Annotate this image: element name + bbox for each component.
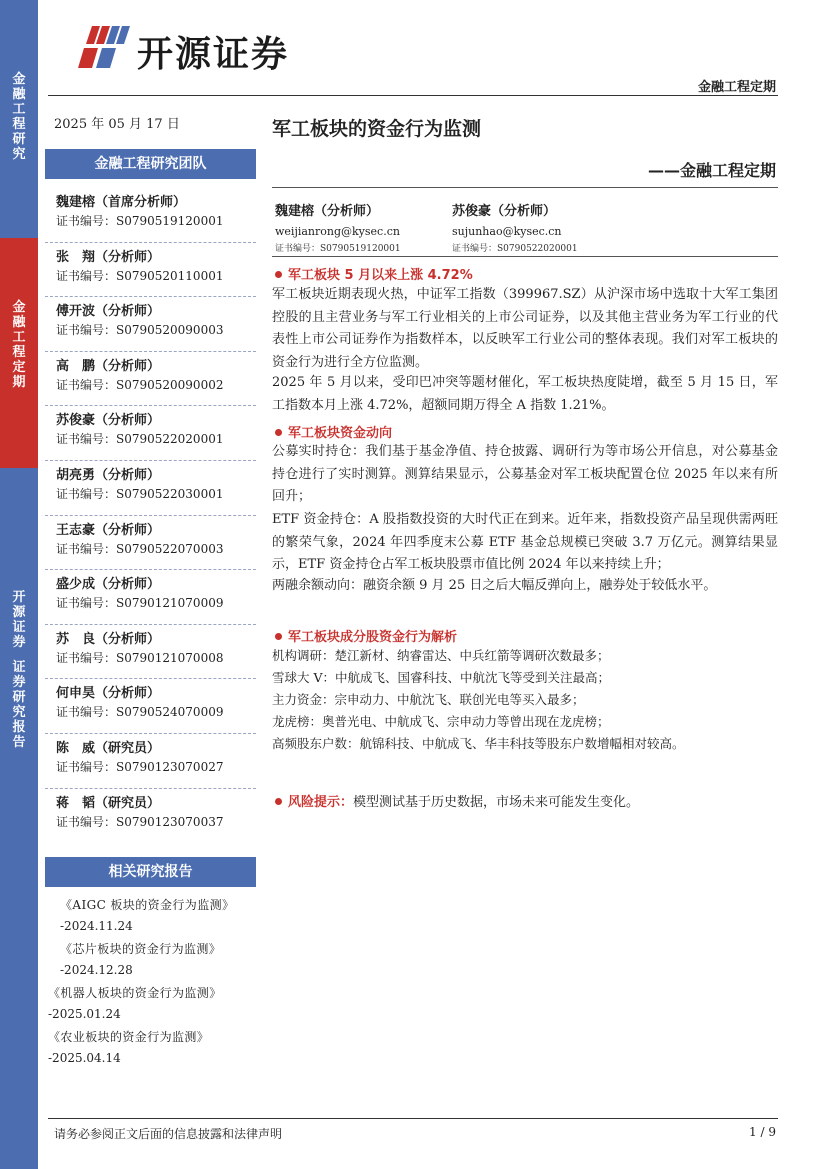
- analyst-name: 陈 威（研究员）: [56, 741, 161, 756]
- analyst-divider: [45, 405, 256, 406]
- brand-logo-icon: [78, 22, 136, 72]
- analyst-divider: [45, 242, 256, 243]
- sidebar-bottom-label-2: 证 券 研 究 报 告: [12, 660, 26, 750]
- related-report-title[interactable]: 《AIGC 板块的资金行为监测》: [60, 898, 235, 912]
- bullet-icon: [275, 798, 282, 805]
- section-3-line-1: 机构调研：楚江新材、纳睿雷达、中兵红箭等调研次数最多；: [272, 648, 610, 663]
- footer-disclaimer: 请务必参阅正文后面的信息披露和法律声明: [54, 1127, 283, 1141]
- analyst-name: 傅开波（分析师）: [56, 304, 161, 319]
- analyst-cert: 证书编号：S0790520110001: [56, 269, 224, 283]
- analyst-cert: 证书编号：S0790522030001: [56, 487, 224, 501]
- author-2: [452, 200, 578, 254]
- bullet-icon: [275, 271, 282, 278]
- section-3-line-4: 龙虎榜：奥普光电、中航成飞、宗申动力等曾出现在龙虎榜；: [272, 714, 610, 729]
- author-cert: 证书编号：S0790519120001: [275, 244, 401, 254]
- analyst-entry: [56, 411, 256, 448]
- author-cert: 证书编号：S0790522020001: [452, 244, 578, 254]
- team-title: 金融工程研究团队: [45, 149, 256, 179]
- authors-divider: [272, 256, 778, 257]
- section-3-line-2: 雪球大 V：中航成飞、国睿科技、中航沈飞等受到关注最高；: [272, 670, 611, 685]
- analyst-name: 盛少成（分析师）: [56, 577, 161, 592]
- analyst-entry: [56, 302, 256, 339]
- analyst-name: 王志豪（分析师）: [56, 523, 161, 538]
- author-email[interactable]: weijianrong@kysec.cn: [275, 225, 400, 238]
- sidebar-top-label: 金 融 工 程 研 究: [12, 72, 26, 162]
- sidebar-strip-bottom: [0, 468, 38, 1169]
- analyst-divider: [45, 351, 256, 352]
- section-heading-1: 军工板块 5 月以来上涨 4.72%: [275, 264, 473, 283]
- analyst-entry: [56, 357, 256, 394]
- analyst-cert: 证书编号：S0790123070027: [56, 760, 224, 774]
- author-email[interactable]: sujunhao@kysec.cn: [452, 225, 562, 238]
- title-divider: [272, 187, 778, 188]
- analyst-name: 苏 良（分析师）: [56, 632, 161, 647]
- analyst-divider: [45, 569, 256, 570]
- related-report-title[interactable]: 《农业板块的资金行为监测》: [48, 1030, 210, 1044]
- related-report-title[interactable]: 《机器人板块的资金行为监测》: [48, 986, 222, 1000]
- bullet-icon: [275, 633, 282, 640]
- section-1-paragraph-1: 军工板块近期表现火热，中证军工指数（399967.SZ）从沪深市场中选取十大军工集团控股的且主营业务与军工行业相关的上市公司证券，以及其他主营业务为军工行业的代表性上市公司证券作为指数样本，以反映军工行业公司的整体表现。我们对军工板块的资金行为进行全方位监测。: [272, 287, 778, 370]
- related-report-date: -2024.12.28: [60, 963, 133, 977]
- section-heading-3: 军工板块成分股资金行为解析: [275, 626, 457, 645]
- brand-name: 开源证券: [137, 34, 290, 75]
- analyst-divider: [45, 733, 256, 734]
- page-title: 军工板块的资金行为监测: [272, 118, 482, 140]
- author-name: 魏建榕（分析师）: [275, 204, 380, 219]
- analyst-cert: 证书编号：S0790520090003: [56, 323, 224, 337]
- analyst-divider: [45, 296, 256, 297]
- analyst-cert: 证书编号：S0790123070037: [56, 815, 224, 829]
- bullet-icon: [275, 429, 282, 436]
- analyst-name: 胡亮勇（分析师）: [56, 468, 161, 483]
- footer-divider: [48, 1118, 778, 1119]
- analyst-cert: 证书编号：S0790522020001: [56, 432, 224, 446]
- author-1: [275, 200, 401, 254]
- page-number: 1 / 9: [749, 1125, 776, 1139]
- header-divider: [48, 95, 778, 96]
- analyst-divider: [45, 460, 256, 461]
- analyst-entry: [56, 248, 256, 285]
- related-report-title[interactable]: 《芯片板块的资金行为监测》: [60, 942, 222, 956]
- analyst-cert: 证书编号：S0790524070009: [56, 705, 224, 719]
- analyst-name: 何申昊（分析师）: [56, 686, 161, 701]
- analyst-divider: [45, 788, 256, 789]
- analyst-entry: [56, 466, 256, 503]
- risk-warning: 风险提示：模型测试基于历史数据，市场未来可能发生变化。: [275, 791, 639, 810]
- header-tag: 金融工程定期: [697, 80, 776, 95]
- analyst-entry: [56, 794, 256, 831]
- analyst-cert: 证书编号：S0790522070003: [56, 542, 224, 556]
- analyst-name: 魏建榕（首席分析师）: [56, 195, 187, 210]
- analyst-name: 苏俊豪（分析师）: [56, 413, 161, 428]
- analyst-divider: [45, 515, 256, 516]
- related-report-date: -2024.11.24: [60, 919, 133, 933]
- analyst-divider: [45, 624, 256, 625]
- section-3-line-3: 主力资金：宗申动力、中航沈飞、联创光电等买入最多；: [272, 692, 585, 707]
- analyst-entry: [56, 521, 256, 558]
- section-heading-2: 军工板块资金动向: [275, 422, 392, 441]
- analyst-entry: [56, 684, 256, 721]
- related-report-date: -2025.04.14: [48, 1051, 121, 1065]
- section-2-paragraph-2: ETF 资金持仓：A 股指数投资的大时代正在到来。近年来，指数投资产品呈现供需两旺的繁荣气象，2024 年四季度末公募 ETF 基金总规模已突破 3.7 万亿元。测算结果显示，ETF 资金持仓占军工板块股票市值比例 2024 年以来持续上升；: [272, 512, 778, 572]
- sidebar-bottom-label-1: 开 源 证 券: [12, 590, 26, 650]
- related-report-date: -2025.01.24: [48, 1007, 121, 1021]
- analyst-cert: 证书编号：S0790121070009: [56, 596, 224, 610]
- analyst-name: 蒋 韬（研究员）: [56, 796, 161, 811]
- related-title: 相关研究报告: [45, 857, 256, 887]
- analyst-cert: 证书编号：S0790121070008: [56, 651, 224, 665]
- section-2-paragraph-1: 公募实时持仓：我们基于基金净值、持仓披露、调研行为等市场公开信息，对公募基金持仓进行了实时测算。测算结果显示，公募基金对军工板块配置仓位 2025 年以来有所回升；: [272, 444, 778, 504]
- analyst-entry: [56, 193, 256, 230]
- analyst-entry: [56, 575, 256, 612]
- analyst-cert: 证书编号：S0790519120001: [56, 214, 224, 228]
- sidebar-mid-label: 金 融 工 程 定 期: [12, 300, 26, 390]
- report-date: 2025 年 05 月 17 日: [54, 117, 180, 132]
- section-1-paragraph-2: 2025 年 5 月以来，受印巴冲突等题材催化，军工板块热度陡增，截至 5 月 15 日，军工指数本月上涨 4.72%，超额同期万得全 A 指数 1.21%。: [272, 375, 778, 413]
- analyst-entry: [56, 739, 256, 776]
- section-3-line-5: 高频股东户数：航锦科技、中航成飞、华丰科技等股东户数增幅相对较高。: [272, 736, 685, 751]
- page-subtitle: ——金融工程定期: [647, 161, 776, 180]
- analyst-entry: [56, 630, 256, 667]
- analyst-name: 张 翔（分析师）: [56, 250, 161, 265]
- analyst-name: 高 鹏（分析师）: [56, 359, 161, 374]
- analyst-cert: 证书编号：S0790520090002: [56, 378, 224, 392]
- analyst-divider: [45, 678, 256, 679]
- section-2-paragraph-3: 两融余额动向：融资余额 9 月 25 日之后大幅反弹向上，融券处于较低水平。: [272, 578, 717, 593]
- author-name: 苏俊豪（分析师）: [452, 204, 557, 219]
